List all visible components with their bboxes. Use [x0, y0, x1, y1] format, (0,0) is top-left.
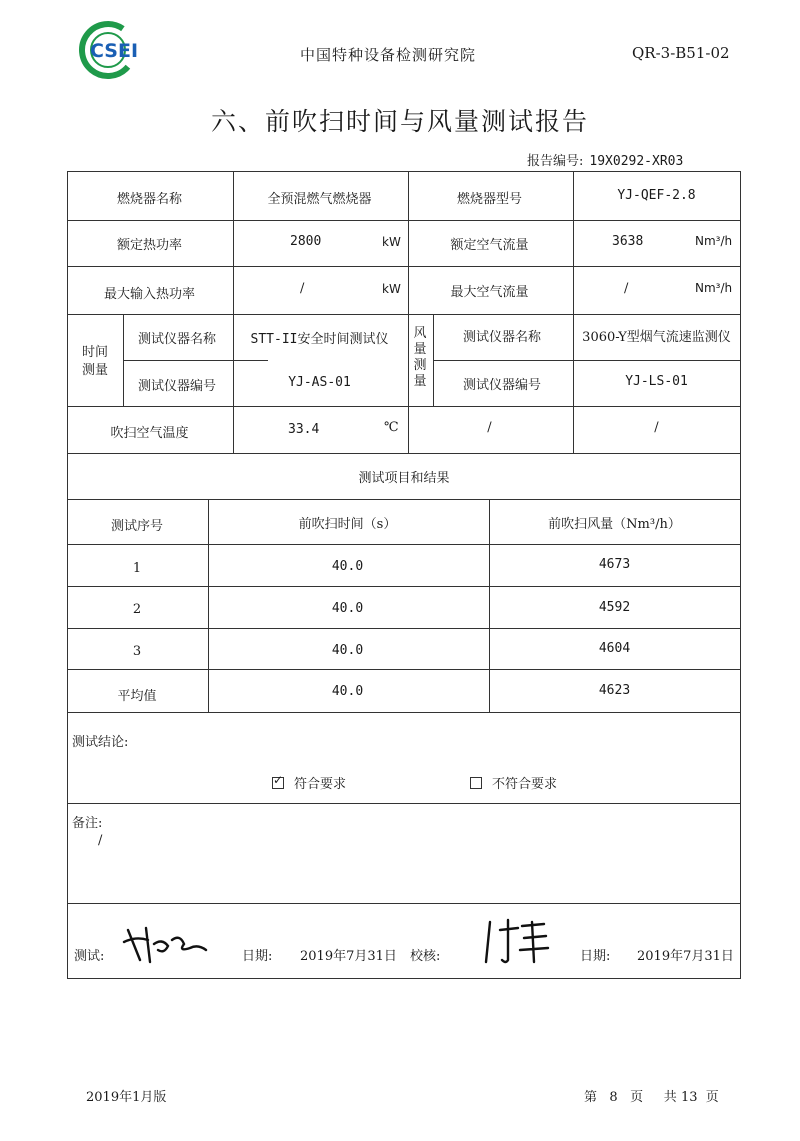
rated-power-value: 2800	[290, 234, 322, 249]
purge-temp-blank-1: /	[487, 420, 492, 435]
fail-checkbox[interactable]	[470, 777, 482, 789]
purge-temp-value: 33.4	[288, 422, 320, 437]
checker-label: 校核:	[410, 949, 441, 964]
air-group-label: 风量测量	[413, 326, 427, 389]
edition-note: 2019年1月版	[86, 1090, 167, 1105]
report-number-label: 报告编号:	[527, 154, 584, 169]
fail-label: 不符合要求	[492, 777, 558, 792]
air-instrument-no-value: YJ-LS-01	[625, 374, 688, 389]
row-2-air: 4592	[598, 600, 631, 615]
col-time-header: 前吹扫时间（s）	[298, 517, 397, 532]
average-air: 4623	[598, 683, 631, 698]
report-number	[527, 150, 683, 169]
pass-label: 符合要求	[294, 777, 347, 792]
row-3-seq: 3	[132, 644, 142, 659]
max-input-label: 最大输入热功率	[103, 287, 195, 302]
page-prefix: 第	[584, 1090, 598, 1105]
report-number-value: 19X0292-XR03	[589, 154, 684, 169]
burner-model-value: YJ-QEF-2.8	[617, 188, 696, 203]
max-air-label: 最大空气流量	[450, 285, 529, 300]
row-3-time: 40.0	[331, 643, 364, 658]
rated-air-label: 额定空气流量	[450, 238, 529, 253]
max-input-unit: kW	[382, 282, 401, 296]
page-number: 8	[609, 1090, 618, 1105]
row-2-seq: 2	[132, 602, 142, 617]
burner-name-value: 全预混燃气燃烧器	[267, 192, 372, 207]
remarks-label: 备注:	[72, 816, 103, 831]
conclusion-label: 测试结论:	[72, 735, 129, 750]
row-1-air: 4673	[598, 557, 631, 572]
average-label: 平均值	[117, 689, 157, 704]
col-air-header: 前吹扫风量（Nm³/h）	[548, 517, 681, 532]
total-pages: 13	[680, 1090, 698, 1105]
conclusion-pass[interactable]	[272, 773, 346, 792]
burner-model-label: 燃烧器型号	[456, 192, 522, 207]
rated-power-unit: kW	[382, 235, 401, 249]
time-instrument-no-value: YJ-AS-01	[288, 375, 351, 390]
row-3-air: 4604	[598, 641, 631, 656]
results-section-title: 测试项目和结果	[358, 471, 450, 486]
air-instrument-name-value: 3060-Y型烟气流速监测仪	[582, 330, 731, 345]
date-label-1: 日期:	[242, 949, 273, 964]
air-instrument-name-label: 测试仪器名称	[462, 330, 541, 345]
burner-name-label: 燃烧器名称	[116, 192, 182, 207]
logo-text: CSEI	[90, 40, 139, 62]
checker-signature-icon	[478, 916, 554, 968]
report-title: 六、前吹扫时间与风量测试报告	[210, 107, 589, 136]
row-1-seq: 1	[132, 561, 142, 576]
date-value-1: 2019年7月31日	[300, 949, 397, 964]
date-label-2: 日期:	[580, 949, 611, 964]
air-instrument-no-label: 测试仪器编号	[462, 378, 541, 393]
page-indicator	[584, 1086, 719, 1105]
total-suffix: 页	[705, 1090, 719, 1105]
time-instrument-name-value: STT-II安全时间测试仪	[250, 332, 389, 347]
conclusion-fail[interactable]	[470, 773, 557, 792]
average-time: 40.0	[331, 684, 364, 699]
time-instrument-name-label: 测试仪器名称	[137, 332, 216, 347]
org-name: 中国特种设备检测研究院	[300, 46, 477, 64]
remarks-value: /	[98, 833, 103, 848]
purge-temp-blank-2: /	[654, 420, 659, 435]
max-air-unit: Nm³/h	[695, 281, 733, 295]
row-1-time: 40.0	[331, 559, 364, 574]
max-air-value: /	[624, 281, 629, 296]
form-code: QR-3-B51-02	[632, 44, 730, 62]
row-2-time: 40.0	[331, 601, 364, 616]
purge-temp-unit: ℃	[384, 420, 399, 435]
rated-air-unit: Nm³/h	[695, 234, 733, 248]
csei-logo	[78, 18, 154, 82]
pass-checkbox[interactable]	[272, 777, 284, 789]
tester-label: 测试:	[74, 949, 105, 964]
purge-temp-label: 吹扫空气温度	[110, 426, 189, 441]
time-group-label: 时间测量	[81, 345, 108, 378]
date-value-2: 2019年7月31日	[637, 949, 734, 964]
total-prefix: 共	[663, 1090, 677, 1105]
rated-power-label: 额定热功率	[116, 238, 182, 253]
rated-air-value: 3638	[612, 234, 644, 249]
col-seq-header: 测试序号	[110, 519, 163, 534]
page-mid: 页	[630, 1090, 644, 1105]
time-instrument-no-label: 测试仪器编号	[137, 379, 216, 394]
tester-signature-icon	[118, 920, 214, 968]
max-input-value: /	[300, 281, 305, 296]
